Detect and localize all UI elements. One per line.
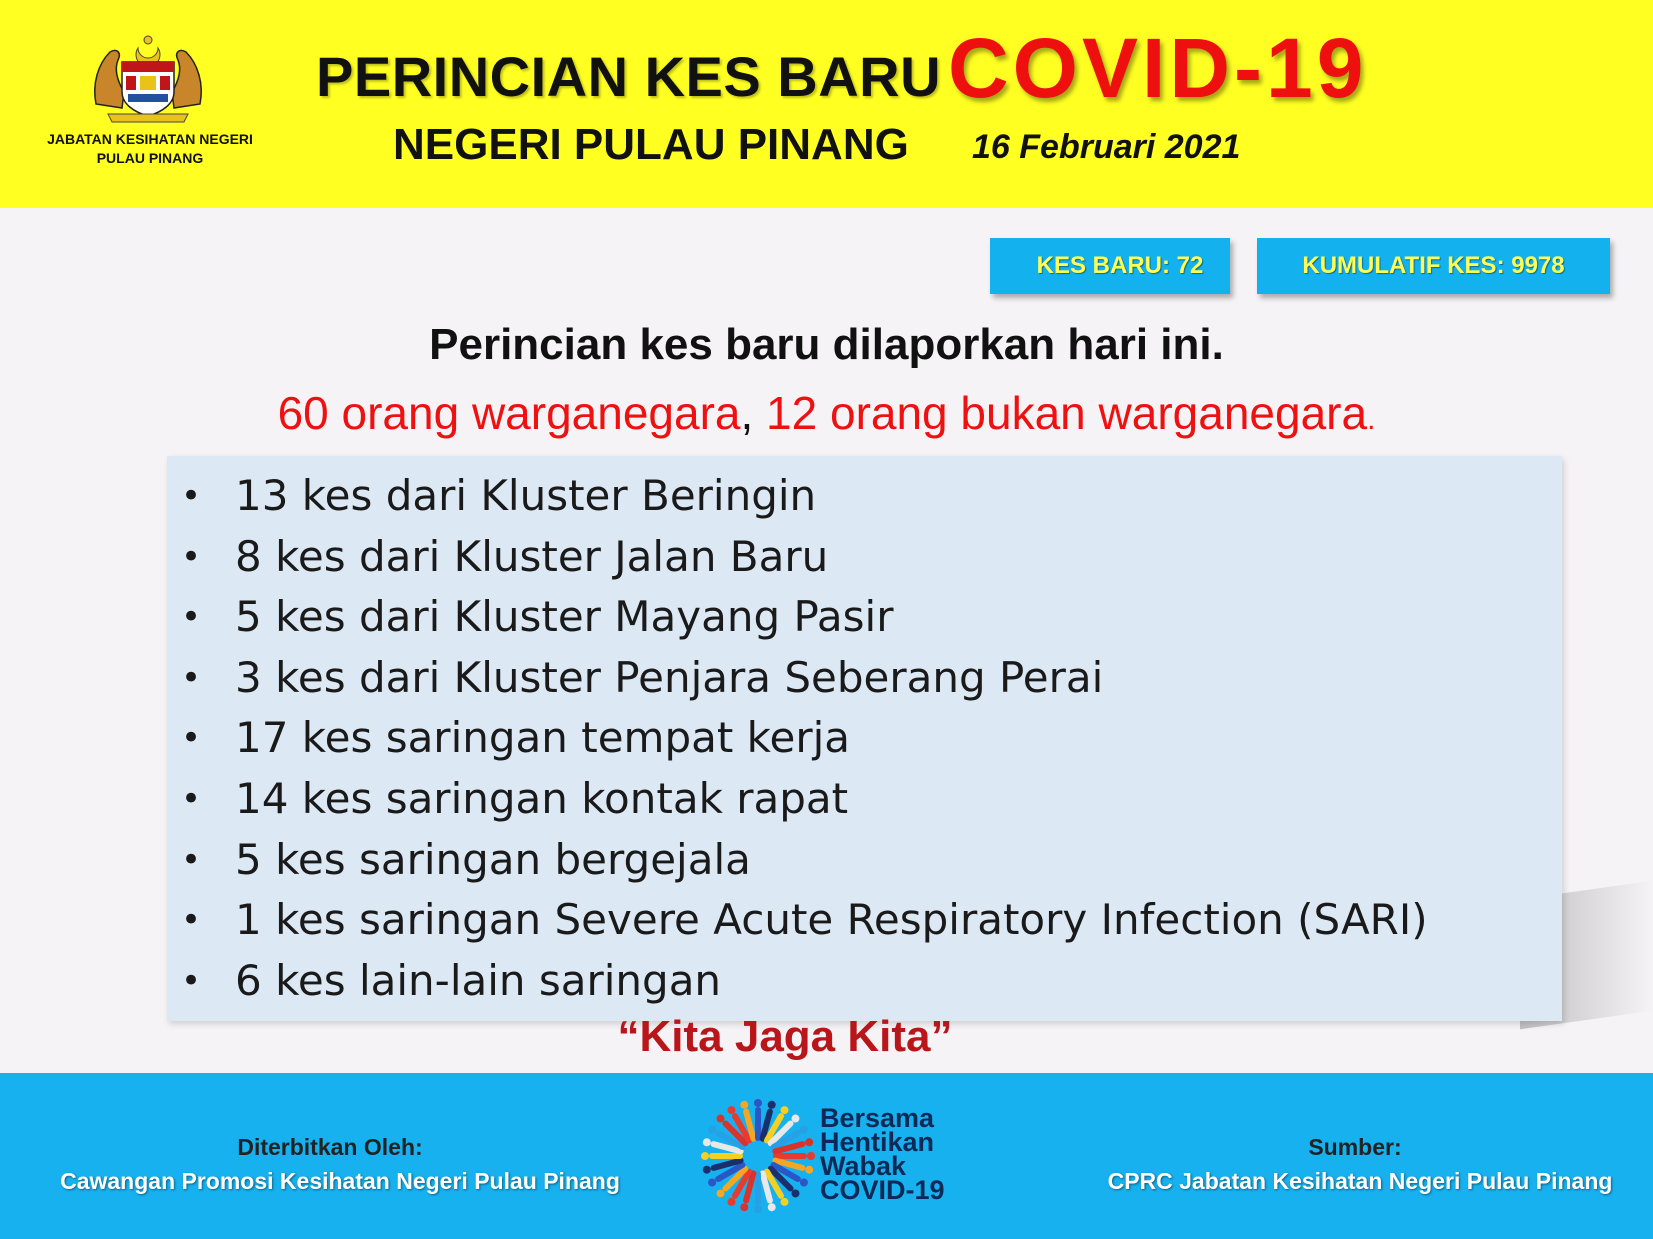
bullet-icon: • (181, 657, 202, 698)
list-item (167, 708, 1562, 769)
list-item (167, 890, 1562, 951)
bullet-icon: • (181, 718, 202, 759)
sunburst-head (754, 1205, 762, 1213)
department-name-line2: PULAU PINANG (96, 150, 204, 166)
sunburst-head (717, 1189, 725, 1197)
list-item (167, 527, 1562, 588)
bullet-icon: • (181, 839, 202, 880)
sunburst-head (703, 1166, 711, 1174)
cumulative-cases-badge: KUMULATIF KES: 9978 (1257, 238, 1610, 294)
list-item-text: 17 kes saringan tempat kerja (235, 713, 851, 763)
covid-title: COVID-19 (948, 21, 1368, 115)
list-item-text: 5 kes dari Kluster Mayang Pasir (235, 592, 894, 642)
list-item (167, 951, 1562, 1012)
sunburst-head (703, 1138, 711, 1146)
case-list (167, 456, 1562, 1011)
sunburst-head (708, 1126, 716, 1134)
sunburst-head (740, 1203, 748, 1211)
sunburst-people-icon (700, 1098, 816, 1214)
summary-heading: Perincian kes baru dilaporkan hari ini. (429, 320, 1224, 369)
sunburst-head (708, 1179, 716, 1187)
sunburst-head (781, 1198, 789, 1206)
sunburst-head (740, 1101, 748, 1109)
list-item-text: 8 kes dari Kluster Jalan Baru (235, 531, 829, 581)
list-item-text: 6 kes lain-lain saringan (235, 955, 722, 1005)
nationality-breakdown (0, 386, 1653, 440)
report-date: 16 Februari 2021 (972, 128, 1241, 166)
list-item-text: 1 kes saringan Severe Acute Respiratory Infection (SARI) (235, 895, 1428, 945)
list-item (167, 466, 1562, 527)
sunburst-head (791, 1189, 799, 1197)
end-mark: . (1367, 403, 1376, 436)
sunburst-head (768, 1101, 776, 1109)
sunburst-head (701, 1152, 709, 1160)
coat-of-arms-icon (88, 34, 208, 124)
sunburst-head (800, 1179, 808, 1187)
non-citizens-count: 12 orang bukan warganegara (766, 387, 1368, 439)
sunburst-head (805, 1138, 813, 1146)
page-title: PERINCIAN KES BARU (316, 45, 942, 108)
campaign-logo-text (820, 1103, 945, 1205)
publisher-name: Cawangan Promosi Kesihatan Negeri Pulau Pinang (60, 1168, 620, 1194)
sunburst-head (728, 1106, 736, 1114)
list-item-text: 13 kes dari Kluster Beringin (235, 471, 817, 520)
department-name-line1: JABATAN KESIHATAN NEGERI (47, 131, 253, 147)
state-title: NEGERI PULAU PINANG (393, 120, 909, 169)
list-item (167, 830, 1562, 891)
campaign-line2: Hentikan (820, 1127, 935, 1157)
list-item (167, 769, 1562, 830)
new-cases-badge: KES BARU: 72 (990, 238, 1230, 294)
sunburst-head (807, 1152, 815, 1160)
sunburst-head (754, 1099, 762, 1107)
campaign-line4: COVID-19 (820, 1175, 945, 1205)
sunburst-head (768, 1203, 776, 1211)
slogan: “Kita Jaga Kita” (617, 1012, 953, 1061)
publisher-label: Diterbitkan Oleh: (237, 1134, 423, 1160)
list-item-text: 14 kes saringan kontak rapat (235, 773, 849, 823)
sunburst-head (791, 1115, 799, 1123)
bullet-icon: • (181, 476, 202, 516)
bullet-icon: • (181, 778, 202, 819)
case-list-panel (167, 456, 1562, 1021)
sunburst-head (800, 1126, 808, 1134)
source-label: Sumber: (1308, 1134, 1402, 1160)
campaign-line3: Wabak (820, 1151, 907, 1181)
list-item (167, 587, 1562, 648)
sunburst-head (805, 1166, 813, 1174)
separator: , (740, 387, 754, 439)
sunburst-head (717, 1115, 725, 1123)
bullet-icon: • (181, 960, 202, 1001)
bullet-icon: • (181, 900, 202, 941)
campaign-line1: Bersama (820, 1103, 935, 1133)
sunburst-head (781, 1106, 789, 1114)
list-item-text: 5 kes saringan bergejala (235, 834, 751, 884)
bullet-icon: • (181, 536, 202, 577)
list-item (167, 648, 1562, 709)
bullet-icon: • (181, 597, 202, 638)
sunburst-head (728, 1198, 736, 1206)
citizens-count: 60 orang warganegara (277, 387, 741, 439)
list-item-text: 3 kes dari Kluster Penjara Seberang Perai (235, 652, 1104, 702)
source-name: CPRC Jabatan Kesihatan Negeri Pulau Pinang (1107, 1168, 1613, 1194)
